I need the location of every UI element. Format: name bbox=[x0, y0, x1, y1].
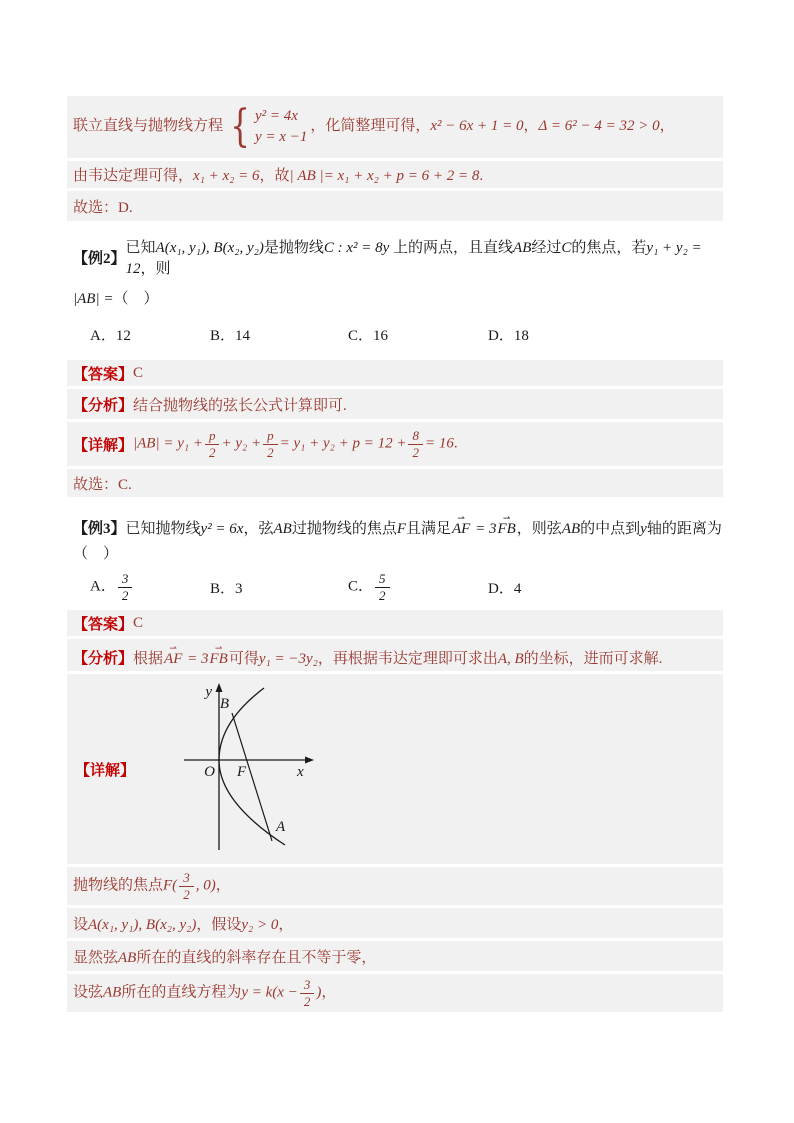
ex2-analysis-label: 【分析】 bbox=[73, 397, 134, 414]
text-segment: 根据 bbox=[133, 650, 164, 667]
ex2-option-d bbox=[488, 324, 723, 345]
fraction-denominator: 2 bbox=[267, 444, 274, 460]
ex3-option-d bbox=[488, 577, 723, 598]
ex3-solution-line2-text bbox=[73, 913, 293, 934]
text-segment: 是抛物线 bbox=[263, 240, 324, 256]
fraction-denominator: 2 bbox=[412, 444, 419, 460]
ex3-answer-value: C bbox=[133, 614, 144, 631]
ex3-label: 【例3】 bbox=[73, 520, 126, 537]
spacer bbox=[67, 500, 723, 508]
system-row: y² = 4x bbox=[255, 108, 298, 125]
vector-segment: ⇀ FB bbox=[209, 651, 227, 668]
ex2-option-a bbox=[90, 324, 210, 345]
text-segment: 抛物线的焦点 bbox=[73, 877, 164, 894]
figure-x-label: x bbox=[297, 764, 304, 780]
ex2-label: 【例2】 bbox=[73, 250, 126, 267]
ex3-analysis-text bbox=[133, 647, 662, 668]
text-segment: （ ） bbox=[113, 290, 159, 307]
fraction-numerator: 3 bbox=[118, 572, 133, 588]
math-segment: + y₂ + bbox=[221, 435, 262, 452]
math-segment: y₁ = −3y₂ bbox=[258, 650, 318, 667]
ex2-detail-label: 【详解】 bbox=[73, 437, 134, 454]
ex3-solution-line-focus bbox=[67, 867, 723, 905]
math-segment: AB bbox=[273, 520, 292, 537]
ex2-conclusion-row bbox=[67, 469, 723, 497]
spacer bbox=[67, 352, 723, 360]
vector-segment: ⇀ AF bbox=[164, 651, 182, 668]
text-segment: 已知 bbox=[125, 240, 156, 256]
text-segment: 的焦点，若 bbox=[571, 240, 647, 256]
text-segment: 轴的距离为 bbox=[646, 520, 722, 537]
ex2-detail-row bbox=[67, 422, 723, 466]
vector-segment: ⇀ AF bbox=[452, 521, 470, 538]
text-segment: 所在的直线方程为 bbox=[121, 984, 242, 1001]
fraction bbox=[263, 429, 278, 459]
equation-system bbox=[226, 101, 308, 153]
fraction bbox=[375, 572, 390, 602]
ex3-question-line1 bbox=[67, 508, 723, 540]
math-segment: , 0) bbox=[195, 877, 216, 894]
text-segment: ， bbox=[321, 984, 337, 1001]
text-segment: ， bbox=[278, 916, 294, 933]
ex2-options-row bbox=[67, 316, 723, 352]
math-segment: A, B bbox=[497, 650, 524, 667]
text-segment: 的坐标，进而可求解. bbox=[523, 650, 663, 667]
text-segment: （ ） bbox=[73, 546, 119, 562]
text-segment: ，故 bbox=[259, 168, 290, 184]
text-segment: 联立直线与抛物线方程 bbox=[73, 118, 224, 135]
text-segment: ， bbox=[659, 118, 675, 135]
text-segment: 故选：C. bbox=[73, 476, 132, 493]
ex1-line2-text bbox=[73, 164, 483, 185]
ex3-option-b bbox=[210, 577, 348, 598]
text-segment: ，则 bbox=[140, 261, 171, 277]
text-segment: 经过 bbox=[531, 240, 562, 256]
ex3-option-c bbox=[348, 572, 488, 602]
text-segment: . bbox=[453, 435, 458, 452]
fraction-numerator: 8 bbox=[408, 429, 423, 445]
ex3-options-row bbox=[67, 565, 723, 610]
ex3-solution-line-slope bbox=[67, 941, 723, 971]
fraction bbox=[179, 871, 194, 901]
x-axis-arrow bbox=[305, 757, 314, 764]
fraction bbox=[118, 572, 133, 602]
ex3-detail-figure-block bbox=[67, 674, 723, 864]
text-segment: 已知抛物线 bbox=[125, 520, 201, 537]
ex2-question-line2 bbox=[67, 278, 723, 316]
text-segment: 上的两点，且直线 bbox=[389, 240, 514, 256]
fraction bbox=[300, 978, 315, 1008]
ex3-analysis-label: 【分析】 bbox=[73, 650, 134, 667]
ex1-conclusion-line bbox=[67, 191, 723, 221]
text-segment: 的中点到 bbox=[580, 520, 641, 537]
ex1-solution-line-equations bbox=[67, 96, 723, 158]
system-brace: { bbox=[230, 101, 250, 153]
math-segment: AB bbox=[561, 520, 581, 537]
fraction-denominator: 2 bbox=[208, 444, 216, 460]
y-axis-arrow bbox=[216, 683, 223, 692]
math-segment: |AB| = y₁ + bbox=[133, 435, 203, 452]
fraction bbox=[408, 429, 423, 459]
text-segment: D．18 bbox=[488, 327, 529, 344]
ex1-line3-text bbox=[73, 196, 133, 217]
ex2-analysis-row bbox=[67, 389, 723, 419]
ex3-detail-label: 【详解】 bbox=[75, 762, 136, 779]
text-segment: ， bbox=[215, 877, 231, 894]
ex2-detail-text bbox=[133, 429, 458, 459]
ex2-analysis-text bbox=[133, 394, 347, 415]
math-segment: y = k(x − bbox=[241, 984, 298, 1001]
fraction-numerator: p bbox=[263, 429, 278, 445]
vector-segment: ⇀ FB bbox=[497, 521, 515, 538]
text-segment: ，假设 bbox=[196, 916, 242, 933]
fraction bbox=[205, 429, 220, 459]
text-segment: 设 bbox=[73, 916, 89, 933]
ex3-solution-line1-text bbox=[73, 871, 231, 901]
math-segment: x₁ + x₂ = 6 bbox=[193, 168, 260, 184]
text-segment: 所在的直线的斜率存在且不等于零， bbox=[136, 949, 377, 966]
system-row: y = x −1 bbox=[255, 128, 308, 145]
system-rows bbox=[255, 108, 307, 146]
ex2-option-c bbox=[348, 324, 488, 345]
fraction-denominator: 2 bbox=[379, 588, 386, 603]
fraction-numerator: 3 bbox=[179, 871, 194, 887]
math-segment: y₂ > 0 bbox=[241, 916, 279, 933]
ex3-answer-row bbox=[67, 610, 723, 636]
ex3-question-text bbox=[126, 517, 722, 538]
text-segment: 设弦 bbox=[73, 984, 104, 1001]
fraction-denominator: 2 bbox=[183, 886, 190, 902]
ex2-question-line1 bbox=[67, 236, 723, 278]
text-segment: 可得 bbox=[228, 650, 259, 667]
ex2-option-b bbox=[210, 324, 348, 345]
math-segment: ) bbox=[316, 984, 322, 1001]
ex2-question-line2-text bbox=[73, 287, 158, 308]
math-segment: y² = 6x bbox=[200, 520, 244, 537]
ex1-solution-line-vieta bbox=[67, 161, 723, 188]
figure-focus-label: F bbox=[237, 764, 247, 780]
math-segment: y bbox=[640, 520, 647, 537]
text-segment: ， bbox=[523, 118, 539, 135]
ex3-solution-line4-text bbox=[73, 978, 336, 1008]
fraction-numerator: 3 bbox=[300, 978, 315, 994]
ex1-line1-text bbox=[73, 101, 675, 153]
text-segment: . bbox=[479, 168, 484, 184]
ex3-solution-line-equation bbox=[67, 974, 723, 1012]
text-segment: ，弦 bbox=[243, 520, 274, 537]
text-segment: D．4 bbox=[488, 581, 522, 597]
math-segment: = 16 bbox=[424, 435, 454, 452]
math-segment: y₁ + y₂ = 12 bbox=[125, 240, 702, 277]
spacer bbox=[67, 224, 723, 236]
math-segment: |AB| = bbox=[73, 290, 114, 307]
math-segment: AB bbox=[513, 240, 532, 256]
ex3-analysis-row bbox=[67, 639, 723, 671]
text-segment: ，则弦 bbox=[516, 520, 562, 537]
fraction-denominator: 2 bbox=[121, 588, 129, 603]
ex3-solution-line3-text bbox=[73, 946, 376, 967]
math-segment: = 3 bbox=[471, 520, 497, 537]
text-segment: ，化简整理可得， bbox=[310, 118, 431, 135]
math-segment: C : x² = 8y bbox=[323, 240, 390, 256]
fraction-numerator: 5 bbox=[375, 572, 390, 588]
figure-origin-label: O bbox=[204, 764, 216, 780]
text-segment: 结合抛物线的弦长公式计算即可. bbox=[133, 397, 347, 414]
text-segment: 故选：D. bbox=[73, 199, 133, 216]
math-segment: AB bbox=[118, 949, 137, 966]
math-segment: x² − 6x + 1 = 0 bbox=[430, 118, 524, 135]
text-segment: A． bbox=[90, 578, 116, 595]
math-segment: F( bbox=[163, 877, 178, 894]
fraction-numerator: p bbox=[205, 429, 220, 445]
ex2-question-text bbox=[126, 236, 723, 278]
text-segment: 过抛物线的焦点 bbox=[291, 520, 397, 537]
text-segment: 且满足 bbox=[406, 520, 452, 537]
text-segment: 由韦达定理可得， bbox=[73, 168, 194, 184]
math-segment: C bbox=[561, 240, 572, 256]
ex2-answer-row bbox=[67, 360, 723, 386]
text-segment: C．16 bbox=[348, 327, 389, 344]
math-segment: A(x₁, y₁), B(x₂, y₂) bbox=[88, 916, 197, 933]
text-segment: B．3 bbox=[210, 581, 243, 597]
figure-point-b-label: B bbox=[219, 696, 230, 712]
math-segment: AB bbox=[103, 984, 122, 1001]
text-segment: C． bbox=[348, 578, 374, 595]
ex2-answer-label: 【答案】 bbox=[73, 366, 134, 383]
ex3-question-line2 bbox=[67, 540, 723, 565]
parabola-figure bbox=[179, 680, 379, 858]
math-segment: = 3 bbox=[183, 650, 209, 667]
ex3-answer-label: 【答案】 bbox=[73, 616, 134, 633]
figure-point-a-label: A bbox=[276, 819, 286, 835]
figure-y-label: y bbox=[205, 684, 213, 700]
text-segment: A．12 bbox=[90, 327, 131, 344]
ex2-answer-value: C bbox=[133, 364, 144, 381]
ex3-paren-text bbox=[73, 542, 118, 563]
fraction-denominator: 2 bbox=[303, 993, 311, 1009]
math-segment: A(x₁, y₁), B(x₂, y₂) bbox=[155, 240, 264, 256]
text-segment: B．14 bbox=[210, 327, 251, 344]
math-segment: F bbox=[396, 520, 406, 537]
math-segment: | AB |= x₁ + x₂ + p = 6 + 2 = 8 bbox=[289, 168, 480, 184]
ex3-option-a bbox=[90, 572, 210, 602]
ex3-solution-line-points bbox=[67, 908, 723, 938]
ex2-conclusion-text bbox=[73, 473, 132, 494]
math-segment: Δ = 6² − 4 = 32 > 0 bbox=[538, 118, 660, 135]
text-segment: 显然弦 bbox=[73, 949, 119, 966]
math-segment: = y₁ + y₂ + p = 12 + bbox=[279, 435, 407, 452]
text-segment: ，再根据韦达定理即可求出 bbox=[317, 650, 498, 667]
